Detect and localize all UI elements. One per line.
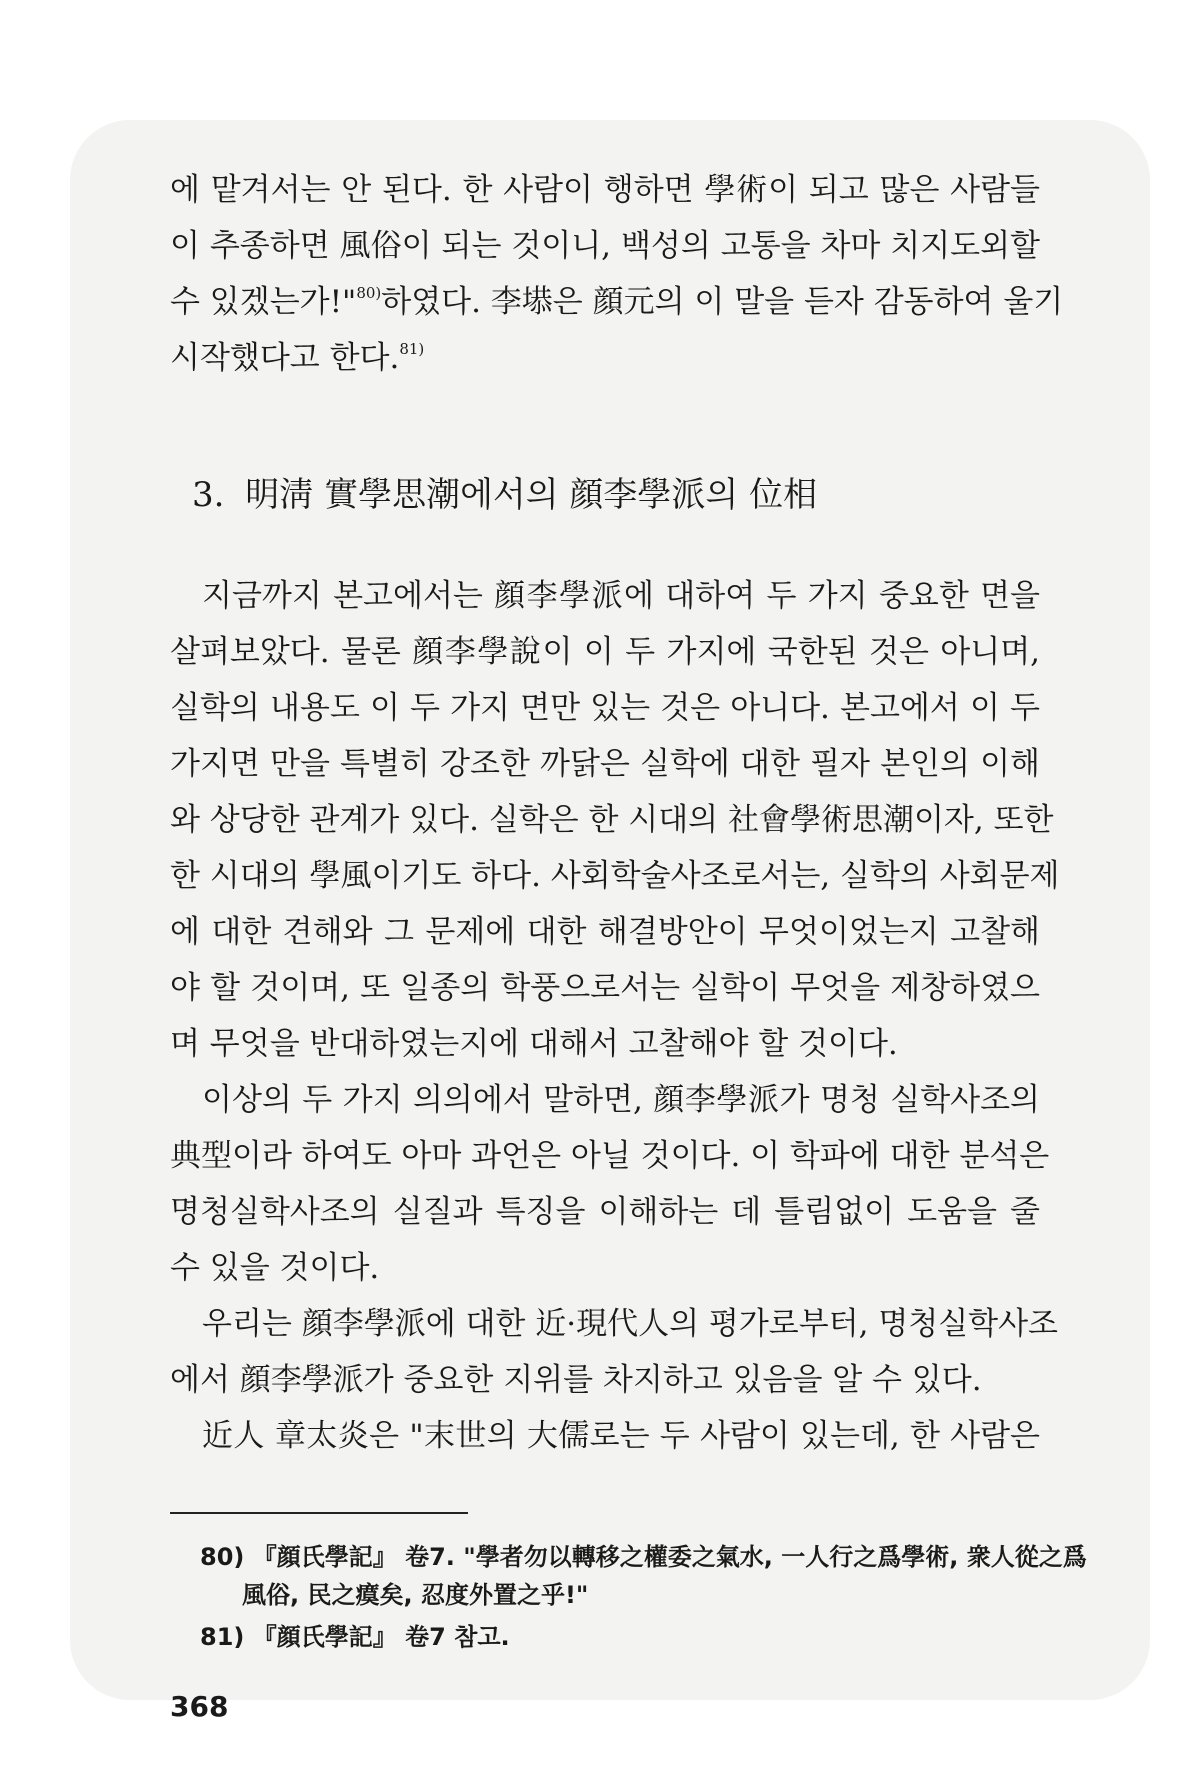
footnote-divider [170, 1512, 468, 1514]
text-line: 典型이라 하여도 아마 과언은 아닐 것이다. 이 학파에 대한 분석은 [170, 1138, 1050, 1174]
text-line: 명청실학사조의 실질과 특징을 이해하는 데 틀림없이 도움을 줄 [170, 1194, 1040, 1230]
paragraph-3 [170, 1296, 1059, 1408]
text-line: 수 있을 것이다. [170, 1250, 380, 1286]
text-line: 에서 顔李學派가 중요한 지위를 차지하고 있음을 알 수 있다. [170, 1362, 982, 1398]
text-line: 이 추종하면 風俗이 되는 것이니, 백성의 고통을 차마 치지도외할 [170, 228, 1040, 264]
text-line: 가지면 만을 특별히 강조한 까닭은 실학에 대한 필자 본인의 이해 [170, 746, 1040, 782]
footnote-80 [200, 1538, 1087, 1614]
text-line: 야 할 것이며, 또 일종의 학풍으로서는 실학이 무엇을 제창하였으 [170, 970, 1040, 1006]
text-line: 에 대한 견해와 그 문제에 대한 해결방안이 무엇이었는지 고찰해 [170, 914, 1040, 950]
footnote-ref-80: 80) [356, 284, 382, 302]
text-fragment: 시작했다고 한다. [170, 340, 400, 376]
text-fragment: 하였다. 李塨은 顔元의 이 말을 듣자 감동하여 울기 [381, 284, 1064, 320]
text-line: 살펴보았다. 물론 顔李學說이 이 두 가지에 국한된 것은 아니며, [170, 634, 1040, 670]
text-line: 와 상당한 관계가 있다. 실학은 한 시대의 社會學術思潮이자, 또한 [170, 802, 1054, 838]
text-line: 에 맡겨서는 안 된다. 한 사람이 행하면 學術이 되고 많은 사람들 [170, 172, 1040, 208]
footnote-ref-81: 81) [399, 340, 425, 358]
text-fragment: 수 있겠는가!" [170, 284, 357, 320]
footnote-label: 80) [200, 1543, 245, 1571]
footnote-text: 『顔氏學記』 卷7 참고. [252, 1623, 510, 1651]
text-line: 한 시대의 學風이기도 하다. 사회학술사조로서는, 실학의 사회문제 [170, 858, 1060, 894]
footnote-label: 81) [200, 1623, 245, 1651]
text-line [170, 330, 1040, 386]
text-line [170, 274, 1064, 330]
paragraph-1 [170, 568, 1060, 1072]
section-heading [192, 470, 817, 520]
footnote-line [200, 1618, 1040, 1656]
text-line: 지금까지 본고에서는 顔李學派에 대하여 두 가지 중요한 면을 [202, 578, 1040, 614]
text-line: 며 무엇을 반대하였는지에 대해서 고찰해야 할 것이다. [170, 1026, 898, 1062]
page-number: 368 [170, 1690, 229, 1723]
paragraph-2 [170, 1072, 1050, 1296]
text-line: 실학의 내용도 이 두 가지 면만 있는 것은 아니다. 본고에서 이 두 [170, 690, 1040, 726]
section-title: 明淸 實學思潮에서의 顔李學派의 位相 [245, 475, 818, 515]
top-paragraph [170, 162, 1064, 386]
text-line: 이상의 두 가지 의의에서 말하면, 顔李學派가 명청 실학사조의 [202, 1082, 1040, 1118]
footnote-line: 風俗, 民之瘼矣, 忍度外置之乎!" [242, 1581, 589, 1609]
footnote-line [200, 1538, 1087, 1576]
footnote-81 [200, 1618, 1040, 1656]
section-number: 3. [192, 475, 225, 515]
footnote-text: 『顔氏學記』 卷7. "學者勿以轉移之權委之氣水, 一人行之爲學術, 衆人從之爲 [252, 1543, 1087, 1571]
text-line: 우리는 顔李學派에 대한 近·現代人의 평가로부터, 명청실학사조 [202, 1306, 1059, 1342]
text-line: 近人 章太炎은 "末世의 大儒로는 두 사람이 있는데, 한 사람은 [202, 1418, 1040, 1454]
paragraph-4 [170, 1408, 1040, 1464]
